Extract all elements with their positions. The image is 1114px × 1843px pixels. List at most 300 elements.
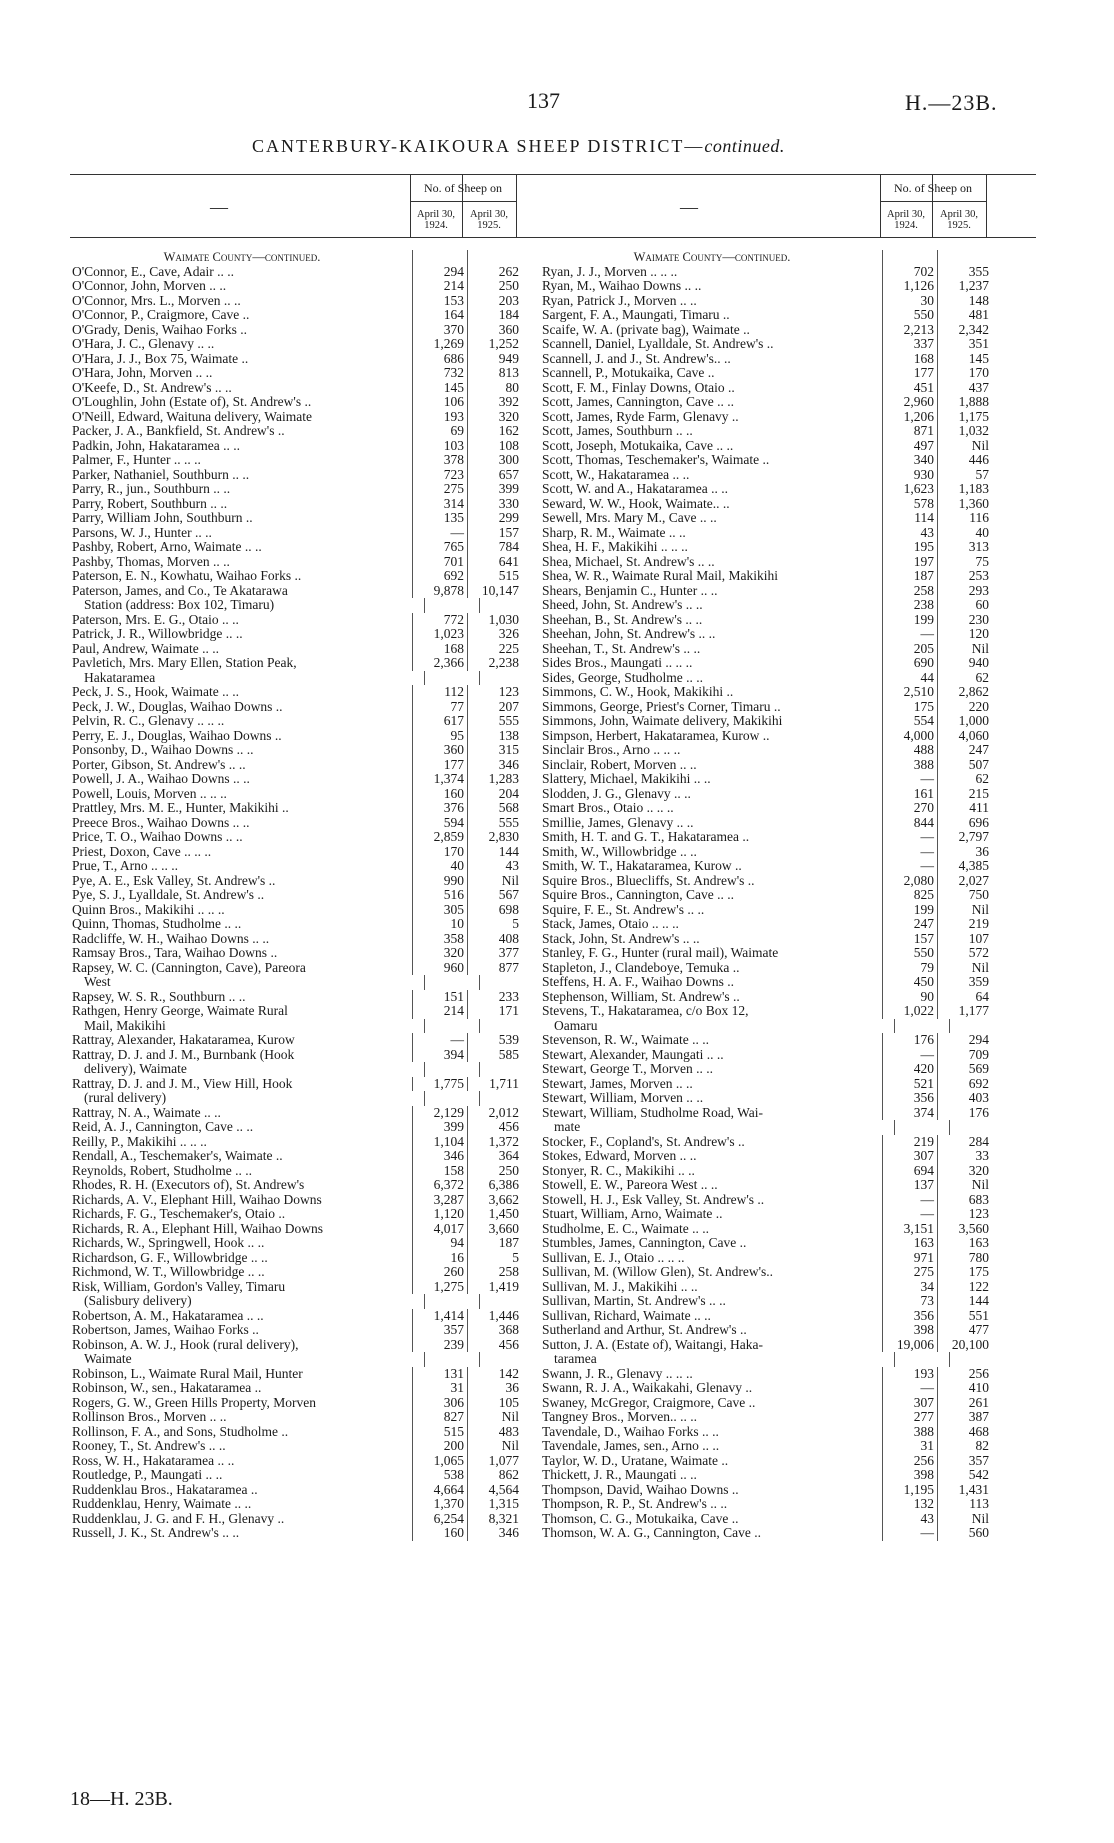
sheep-1924: 30 [882,294,937,309]
owner-name: Rhodes, R. H. (Executors of), St. Andrew's [72,1178,305,1192]
table-row [70,598,566,613]
owner-name: Porter, Gibson, St. Andrew's .. .. [72,757,246,772]
table-row [540,569,1036,584]
sheep-1924: 168 [412,642,467,657]
sheep-1925: 144 [937,1294,992,1309]
sheep-1925: 6,386 [467,1178,522,1193]
sheep-1924: 160 [412,1526,467,1541]
sheep-1925 [479,1019,534,1034]
sheep-1924: 44 [882,671,937,686]
sheep-1924: — [882,1193,937,1208]
table-row [540,468,1036,483]
owner-name: Prue, T., Arno .. .. .. [72,859,178,873]
table-row [540,1106,1036,1121]
table-row [70,308,566,323]
owner-name: Sullivan, M. (Willow Glen), St. Andrew's.. [542,1265,774,1279]
owner-name: Ponsonby, D., Waihao Downs .. .. [72,743,254,757]
sheep-1924: 176 [882,1033,937,1048]
table-row [540,1178,1036,1193]
table-row [70,859,566,874]
sheep-1924: 2,080 [882,874,937,889]
sheep-1924: 356 [882,1309,937,1324]
owner-name: Risk, William, Gordon's Valley, Timaru [72,1279,286,1294]
table-row [70,1294,566,1309]
owner-name: Price, T. O., Waihao Downs .. .. [72,830,243,844]
sheep-1924: 930 [882,468,937,483]
sheep-1925: 145 [937,352,992,367]
owner-name: Smith, H. T. and G. T., Hakataramea .. [542,830,750,844]
sheep-1925: 351 [937,337,992,352]
owner-name: Hakataramea [84,670,156,685]
owner-name: Sullivan, E. J., Otaio .. .. .. [542,1250,685,1265]
table-row [70,903,566,918]
sheep-1924: 521 [882,1077,937,1092]
sheep-1925: 437 [937,381,992,396]
sheep-1925: 2,797 [937,830,992,845]
sheep-1925 [479,1062,534,1077]
sheep-1924: 193 [412,410,467,425]
owner-name: Rapsey, W. C. (Cannington, Cave), Pareora [72,960,306,975]
sheep-1924: 214 [412,279,467,294]
owner-name: Slodden, J. G., Glenavy .. .. [542,786,691,801]
header-col-1924: April 30, 1924. [417,209,455,231]
sheep-1925: 40 [937,526,992,541]
sheep-1924: 1,623 [882,482,937,497]
sheep-1925: 1,711 [467,1077,522,1092]
table-row [540,685,1036,700]
owner-name: Rogers, G. W., Green Hills Property, Morven [72,1395,316,1410]
sheep-1924: 388 [882,1425,937,1440]
sheep-1924: 258 [882,584,937,599]
table-row [70,1120,566,1135]
sheep-1924: 163 [882,1236,937,1251]
sheep-1925: 107 [937,932,992,947]
sheep-1924: — [412,526,467,541]
owner-name: Rattray, N. A., Waimate .. .. [72,1105,221,1120]
owner-name: Seward, W. W., Hook, Waimate.. .. [542,496,730,511]
sheep-1925: 1,177 [937,1004,992,1019]
sheep-1924: 1,065 [412,1454,467,1469]
owner-name: Scannell, Daniel, Lyalldale, St. Andrew's .. [542,337,774,351]
sheep-1924: — [882,1207,937,1222]
owner-name: Parsons, W. J., Hunter .. .. [72,525,212,540]
table-row [70,917,566,932]
table-row [70,395,566,410]
table-row [540,352,1036,367]
sheep-1925: 2,238 [467,656,522,671]
sheep-1925: Nil [937,961,992,976]
table-row [540,1280,1036,1295]
sheep-1925: Nil [937,903,992,918]
owner-name: Reynolds, Robert, Studholme .. .. [72,1163,252,1178]
table-row [70,1512,566,1527]
sheep-1925: 20,100 [937,1338,992,1353]
table-row [70,439,566,454]
sheep-1924: 1,206 [882,410,937,425]
header-sheep-on: No. of Sheep on [424,181,502,195]
sheep-1925: 262 [467,265,522,280]
table-row [70,526,566,541]
owner-name: Prattley, Mrs. M. E., Hunter, Makikihi .. [72,801,289,815]
owner-name: Tangney Bros., Morven.. .. .. [542,1410,698,1424]
table-row [70,1497,566,1512]
title-main: CANTERBURY-KAIKOURA SHEEP DISTRICT— [252,136,705,156]
sheep-1925: 299 [467,511,522,526]
sheep-1924: 701 [412,555,467,570]
owner-name: Sheed, John, St. Andrew's .. .. [542,598,703,612]
sheep-1924: 1,374 [412,772,467,787]
header-col-1925: April 30, 1925. [940,209,978,231]
table-row [540,410,1036,425]
sheep-1925: 300 [467,453,522,468]
table-row [540,439,1036,454]
owner-name: Reilly, P., Makikihi .. .. .. [72,1134,207,1149]
table-row [70,1439,566,1454]
sheep-1924: 398 [882,1468,937,1483]
sheep-1925: 940 [937,656,992,671]
table-row [540,1338,1036,1353]
sheep-1925: 1,077 [467,1454,522,1469]
table-row [70,656,566,671]
sheep-1924: 247 [882,917,937,932]
sheep-1925: 1,446 [467,1309,522,1324]
sheep-1925: 261 [937,1396,992,1411]
table-row [540,946,1036,961]
table-row [540,1033,1036,1048]
table-row [70,1410,566,1425]
table-row [540,627,1036,642]
owner-name: Waimate [84,1352,132,1366]
table-row [70,685,566,700]
sheep-1925: 568 [467,801,522,816]
sheep-1924 [424,975,479,990]
owner-name: Scott, James, Cannington, Cave .. .. [542,395,734,409]
owner-name: Stonyer, R. C., Makikihi .. .. [542,1163,695,1178]
header-dash: — [680,197,698,217]
sheep-1925: 1,888 [937,395,992,410]
owner-name: Scott, W. and A., Hakataramea .. .. [542,482,728,496]
table-row [540,1425,1036,1440]
sheep-1924 [424,1062,479,1077]
sheep-1925: 481 [937,308,992,323]
table-row [70,540,566,555]
sheep-1925: 1,175 [937,410,992,425]
sheep-1924: 270 [882,801,937,816]
sheep-1924: 106 [412,395,467,410]
owner-name: Scott, W., Hakataramea .. .. [542,467,690,482]
owner-name: Sheehan, T., St. Andrew's .. .. [542,641,701,656]
sheep-1924: — [882,772,937,787]
sheep-1925: 4,564 [467,1483,522,1498]
table-row [540,584,1036,599]
sheep-1925: 2,862 [937,685,992,700]
sheep-1924: — [882,1048,937,1063]
sheep-1924: 238 [882,598,937,613]
owner-name: Stewart, Alexander, Maungati .. .. [542,1047,724,1062]
table-row [540,1497,1036,1512]
owner-name: Patrick, J. R., Willowbridge .. .. [72,627,243,641]
table-row [70,1019,566,1034]
owner-name: Robinson, A. W. J., Hook (rural delivery), [72,1337,299,1352]
owner-name: Shea, H. F., Makikihi .. .. .. [542,540,688,554]
owner-name: O'Connor, John, Morven .. .. [72,279,227,293]
sheep-1924: 158 [412,1164,467,1179]
owner-name: Robinson, W., sen., Hakataramea .. [72,1381,262,1395]
table-row [70,1236,566,1251]
sheep-1924: 4,017 [412,1222,467,1237]
sheep-1925: 116 [937,511,992,526]
sheep-1925: 1,000 [937,714,992,729]
owner-name: Priest, Doxon, Cave .. .. .. [72,844,212,859]
header-col-1925: April 30, 1925. [470,209,508,231]
sheep-1925: 551 [937,1309,992,1324]
sheep-1924: — [882,830,937,845]
sheep-1924: 132 [882,1497,937,1512]
table-row [540,395,1036,410]
sheep-1925: 1,032 [937,424,992,439]
owner-name: Richards, F. G., Teschemaker's, Otaio .. [72,1207,286,1221]
header-col-1924: April 30, 1924. [887,209,925,231]
sheep-1925 [479,1352,534,1367]
owner-name: Pashby, Thomas, Morven .. .. [72,554,230,569]
sheep-1924: 19,006 [882,1338,937,1353]
owner-name: Smart Bros., Otaio .. .. .. [542,801,674,815]
table-row [540,497,1036,512]
owner-name: (Salisbury delivery) [84,1294,192,1308]
sheep-1924: — [882,1381,937,1396]
sheep-1924: 205 [882,642,937,657]
sheep-1924: 219 [882,1135,937,1150]
sheep-1924: 692 [412,569,467,584]
table-row [540,1396,1036,1411]
right-table [540,174,1036,1734]
sheep-1924: 1,269 [412,337,467,352]
table-row [70,1265,566,1280]
table-row [70,990,566,1005]
table-row [540,1381,1036,1396]
table-row [70,1048,566,1063]
sheep-1924: 193 [882,1367,937,1382]
owner-name: O'Hara, John, Morven .. .. [72,366,213,380]
sheep-1925: 377 [467,946,522,961]
table-row [540,337,1036,352]
owner-name: Ross, W. H., Hakataramea .. .. [72,1453,235,1468]
sheep-1925: Nil [467,1439,522,1454]
table-row [540,743,1036,758]
owner-name: Richards, R. A., Elephant Hill, Waihao Downs [72,1221,324,1236]
table-row [70,743,566,758]
sheep-1925: 456 [467,1338,522,1353]
sheep-1925: 294 [937,1033,992,1048]
table-row [540,961,1036,976]
sheep-1925: 477 [937,1323,992,1338]
table-row [540,700,1036,715]
table-row [70,845,566,860]
sheep-1924: 43 [882,526,937,541]
table-row [540,903,1036,918]
table-row [70,888,566,903]
owner-name: West [84,975,111,989]
sheep-1924: 825 [882,888,937,903]
sheep-1925: 215 [937,787,992,802]
sheep-1925: 360 [467,323,522,338]
sheep-1924: 4,664 [412,1483,467,1498]
owner-name: Stewart, William, Studholme Road, Wai- [542,1105,763,1120]
table-row [70,1062,566,1077]
owner-name: Stewart, George T., Morven .. .. [542,1062,713,1076]
sheep-1924: 497 [882,439,937,454]
sheep-1925: 120 [937,627,992,642]
sheep-1925: 346 [467,1526,522,1541]
owner-name: Scott, James, Ryde Farm, Glenavy .. [542,409,739,424]
sheep-1924: — [882,627,937,642]
sheep-1925: 43 [467,859,522,874]
owner-name: Simmons, John, Waimate delivery, Makikihi [542,714,783,728]
sheep-1924: 73 [882,1294,937,1309]
table-row [70,671,566,686]
sheep-1924: 357 [412,1323,467,1338]
sheep-1924: 686 [412,352,467,367]
sheep-1924: 94 [412,1236,467,1251]
table-row [540,323,1036,338]
owner-name: Shea, W. R., Waimate Rural Mail, Makikihi [542,569,779,583]
sheep-1925: 4,060 [937,729,992,744]
sheep-1924: 10 [412,917,467,932]
sheep-1924: 200 [412,1439,467,1454]
sheep-1925: Nil [937,1512,992,1527]
table-row [540,714,1036,729]
table-row [540,917,1036,932]
sheep-1925: 62 [937,671,992,686]
sheep-1924: 187 [882,569,937,584]
sheep-1925: 542 [937,1468,992,1483]
table-row [70,1207,566,1222]
header-sheep-on: No. of Sheep on [894,181,972,195]
table-row [540,859,1036,874]
owner-name: Sutton, J. A. (Estate of), Waitangi, Haka- [542,1337,763,1352]
sheep-1924: 161 [882,787,937,802]
sheep-1924: 765 [412,540,467,555]
owner-name: Tavendale, D., Waihao Forks .. .. [542,1424,719,1439]
owner-name: Scott, Thomas, Teschemaker's, Waimate .. [542,453,770,467]
sheep-1925: 219 [937,917,992,932]
sheep-1924: 79 [882,961,937,976]
right-table-header [540,174,1036,238]
sheep-1925: 250 [467,1164,522,1179]
sheep-1925: 142 [467,1367,522,1382]
sheep-1924: 95 [412,729,467,744]
owner-name: Palmer, F., Hunter .. .. .. [72,453,201,467]
table-row [540,279,1036,294]
sheep-1924: 69 [412,424,467,439]
sheep-1925: 144 [467,845,522,860]
table-row [70,1077,566,1092]
table-row [540,1048,1036,1063]
sheep-1925: 813 [467,366,522,381]
owner-name: Rattray, Alexander, Hakataramea, Kurow [72,1033,295,1047]
sheep-1925: 187 [467,1236,522,1251]
owner-name: Ruddenklau, Henry, Waimate .. .. [72,1497,252,1511]
table-row [70,700,566,715]
owner-name: Robinson, L., Waimate Rural Mail, Hunter [72,1366,303,1381]
sheep-1925: 539 [467,1033,522,1048]
sheep-1924: 374 [882,1106,937,1121]
sheep-1925: 5 [467,917,522,932]
table-row [540,1468,1036,1483]
owner-name: Reid, A. J., Cannington, Cave .. .. [72,1120,254,1134]
owner-name: (rural delivery) [84,1091,167,1105]
sheep-1924: 3,287 [412,1193,467,1208]
sheep-1924: 43 [882,1512,937,1527]
table-row [70,410,566,425]
sheep-1925: 75 [937,555,992,570]
sheep-1924: 398 [882,1323,937,1338]
sheep-1924: 594 [412,816,467,831]
owner-name: Richards, W., Springwell, Hook .. .. [72,1236,265,1250]
table-row [540,1309,1036,1324]
owner-name: Sewell, Mrs. Mary M., Cave .. .. [542,511,717,525]
owner-name: Quinn Bros., Makikihi .. .. .. [72,902,225,917]
table-row [70,1483,566,1498]
sheep-1924: 702 [882,265,937,280]
sheep-1925: 355 [937,265,992,280]
table-row [540,1004,1036,1019]
owner-name: Stowell, E. W., Pareora West .. .. [542,1178,718,1192]
sheep-1925: 507 [937,758,992,773]
sheep-1925: 163 [937,1236,992,1251]
owner-name: Robertson, A. M., Hakataramea .. .. [72,1308,264,1323]
sheep-1925: 171 [467,1004,522,1019]
table-row [540,526,1036,541]
sheep-1925: 3,660 [467,1222,522,1237]
table-row [70,511,566,526]
sheep-1924: 990 [412,874,467,889]
sheep-1925: 346 [467,758,522,773]
sheep-1925: 330 [467,497,522,512]
table-row [540,975,1036,990]
sheep-1925: 446 [937,453,992,468]
sheep-1924: 239 [412,1338,467,1353]
owner-name: Paterson, James, and Co., Te Akatarawa [72,583,288,598]
owner-name: Waimate County—continued. [163,250,321,264]
table-row [70,381,566,396]
sheep-1924: 388 [882,758,937,773]
owner-name: O'Neill, Edward, Waituna delivery, Waimate [72,409,312,424]
sheep-1925: 1,183 [937,482,992,497]
owner-name: delivery), Waimate [84,1062,187,1076]
sheep-1925 [467,250,522,265]
table-row [540,555,1036,570]
sheep-1925 [949,1352,1004,1367]
sheep-1924: 1,022 [882,1004,937,1019]
table-row [540,1164,1036,1179]
sheep-1924: 197 [882,555,937,570]
table-row [540,845,1036,860]
table-row [70,729,566,744]
owner-name: Thomson, C. G., Motukaika, Cave .. [542,1511,739,1526]
sheep-1925: 683 [937,1193,992,1208]
table-row [70,323,566,338]
sheep-1925: 572 [937,946,992,961]
sheep-1924: 2,960 [882,395,937,410]
sheep-1924: 160 [412,787,467,802]
owner-name: Squire, F. E., St. Andrew's .. .. [542,902,705,917]
sheep-1924: 77 [412,700,467,715]
sheep-1924: 827 [412,1410,467,1425]
sheep-1924: 31 [412,1381,467,1396]
sheep-1925: 10,147 [467,584,522,599]
table-row [540,830,1036,845]
